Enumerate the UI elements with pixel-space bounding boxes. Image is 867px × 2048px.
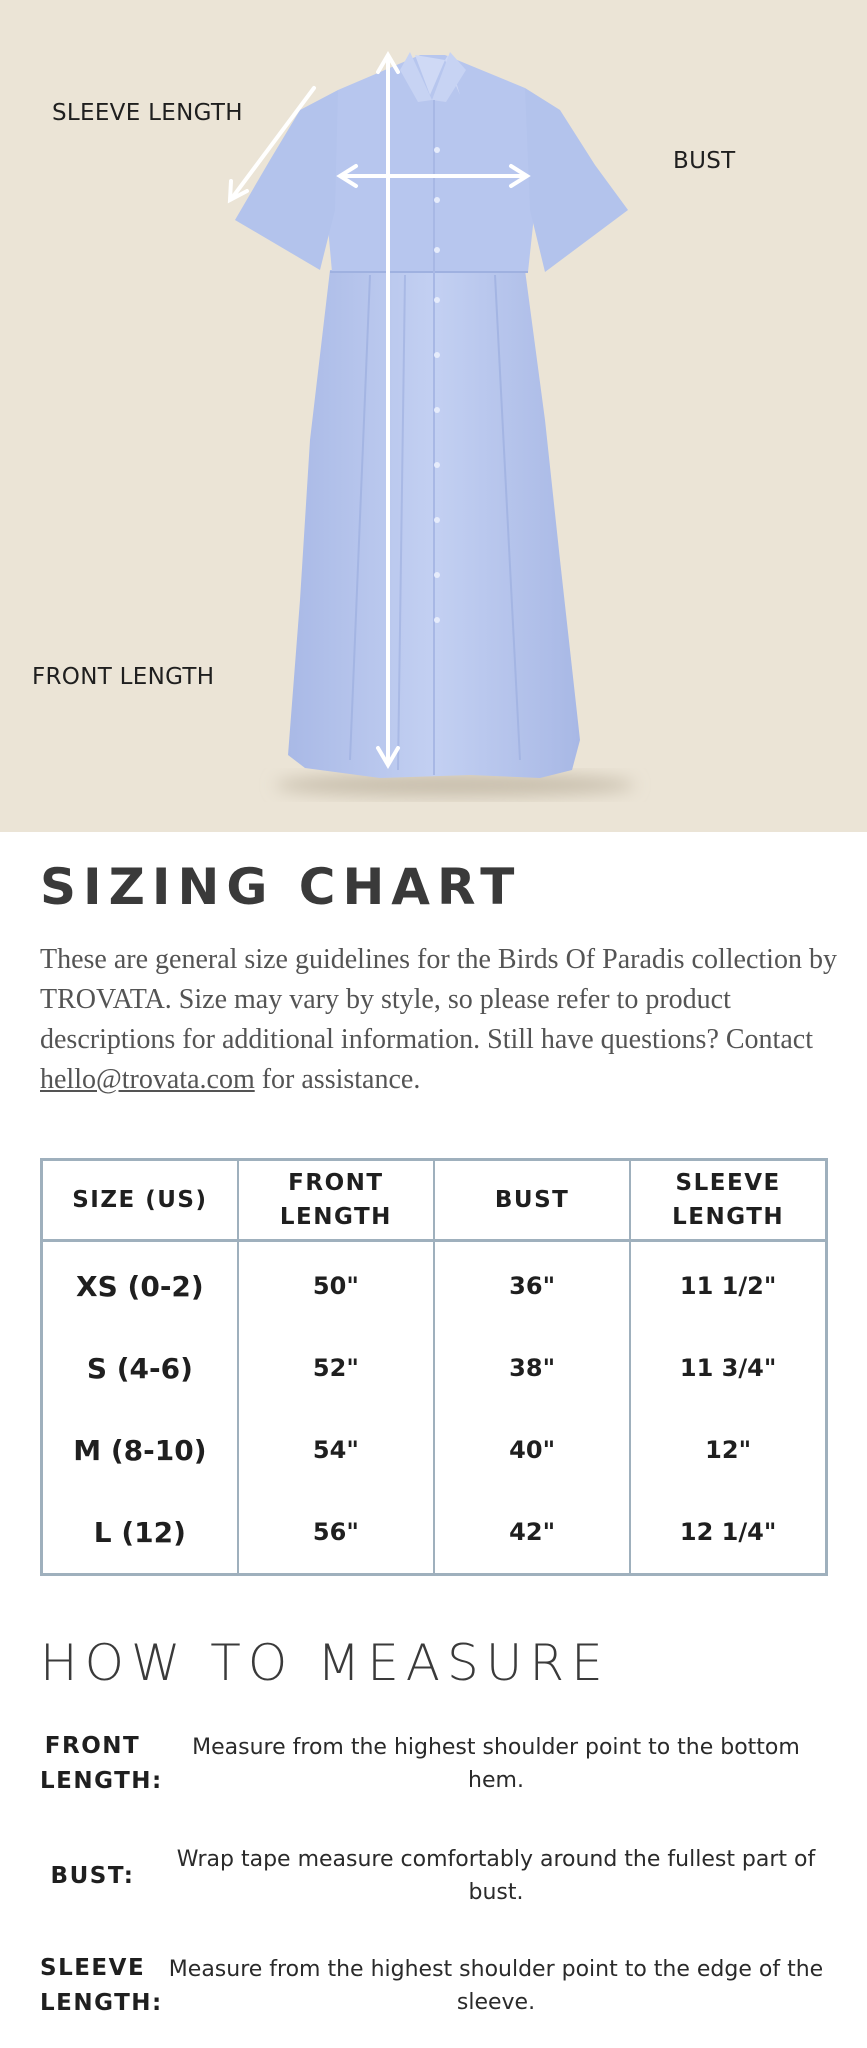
measure-description: Wrap tape measure comfortably around the fullest part of bust. <box>176 1847 816 1905</box>
how-to-measure-title: HOW TO MEASURE <box>40 1634 610 1692</box>
sleeve-length-cell: 11 1/2" <box>630 1241 826 1328</box>
bust-cell: 36" <box>434 1241 630 1328</box>
table-header-row <box>42 1160 827 1241</box>
hero-image <box>0 0 867 832</box>
size-table <box>40 1158 828 1576</box>
measure-item-sleeve-length <box>40 1944 827 2028</box>
front-length-cell: 50" <box>238 1241 434 1328</box>
bust-cell: 42" <box>434 1491 630 1575</box>
size-cell: M (8-10) <box>42 1409 238 1491</box>
sizing-chart-title: SIZING CHART <box>40 858 522 916</box>
sizing-content <box>0 858 867 2028</box>
email-link[interactable]: hello@trovata.com <box>40 1064 255 1095</box>
sleeve-length-cell: 11 3/4" <box>630 1327 826 1409</box>
dress-shadow <box>275 773 635 797</box>
intro-paragraph: These are general size guidelines for the Birds Of Paradis collection by TROVATA. Size may vary by style, so please refer to product descriptions for additional information. Still have questions? Contact hello@trovata.com for assistance. <box>40 944 837 1095</box>
table-row <box>42 1327 827 1409</box>
measure-description: Measure from the highest shoulder point to the edge of the sleeve. <box>168 1957 824 2015</box>
size-cell: L (12) <box>42 1491 238 1575</box>
size-cell: S (4-6) <box>42 1327 238 1409</box>
front-length-label: FRONT LENGTH <box>32 664 215 690</box>
dress-left-sleeve <box>235 90 338 270</box>
column-header-sleeve-length: SLEEVE LENGTH <box>630 1160 826 1241</box>
table-row <box>42 1241 827 1328</box>
column-header-front-length: FRONT LENGTH <box>238 1160 434 1241</box>
front-length-cell: 54" <box>238 1409 434 1491</box>
measure-item-bust <box>40 1834 827 1918</box>
sleeve-length-cell: 12" <box>630 1409 826 1491</box>
table-row <box>42 1409 827 1491</box>
column-header-bust: BUST <box>434 1160 630 1241</box>
front-length-cell: 56" <box>238 1491 434 1575</box>
front-length-cell: 52" <box>238 1327 434 1409</box>
sleeve-length-cell: 12 1/4" <box>630 1491 826 1575</box>
bust-cell: 38" <box>434 1327 630 1409</box>
measure-item-front-length <box>40 1722 827 1806</box>
column-header-size: SIZE (US) <box>42 1160 238 1241</box>
bust-cell: 40" <box>434 1409 630 1491</box>
dress-right-sleeve <box>525 88 628 272</box>
measure-term: FRONT LENGTH: <box>40 1733 163 1794</box>
measure-term: SLEEVE LENGTH: <box>40 1955 163 2016</box>
measure-term: BUST: <box>50 1862 135 1889</box>
size-cell: XS (0-2) <box>42 1241 238 1328</box>
sleeve-length-label: SLEEVE LENGTH <box>52 100 243 126</box>
bust-label: BUST <box>673 148 736 174</box>
table-row <box>42 1491 827 1575</box>
measure-description: Measure from the highest shoulder point to the bottom hem. <box>192 1735 800 1793</box>
